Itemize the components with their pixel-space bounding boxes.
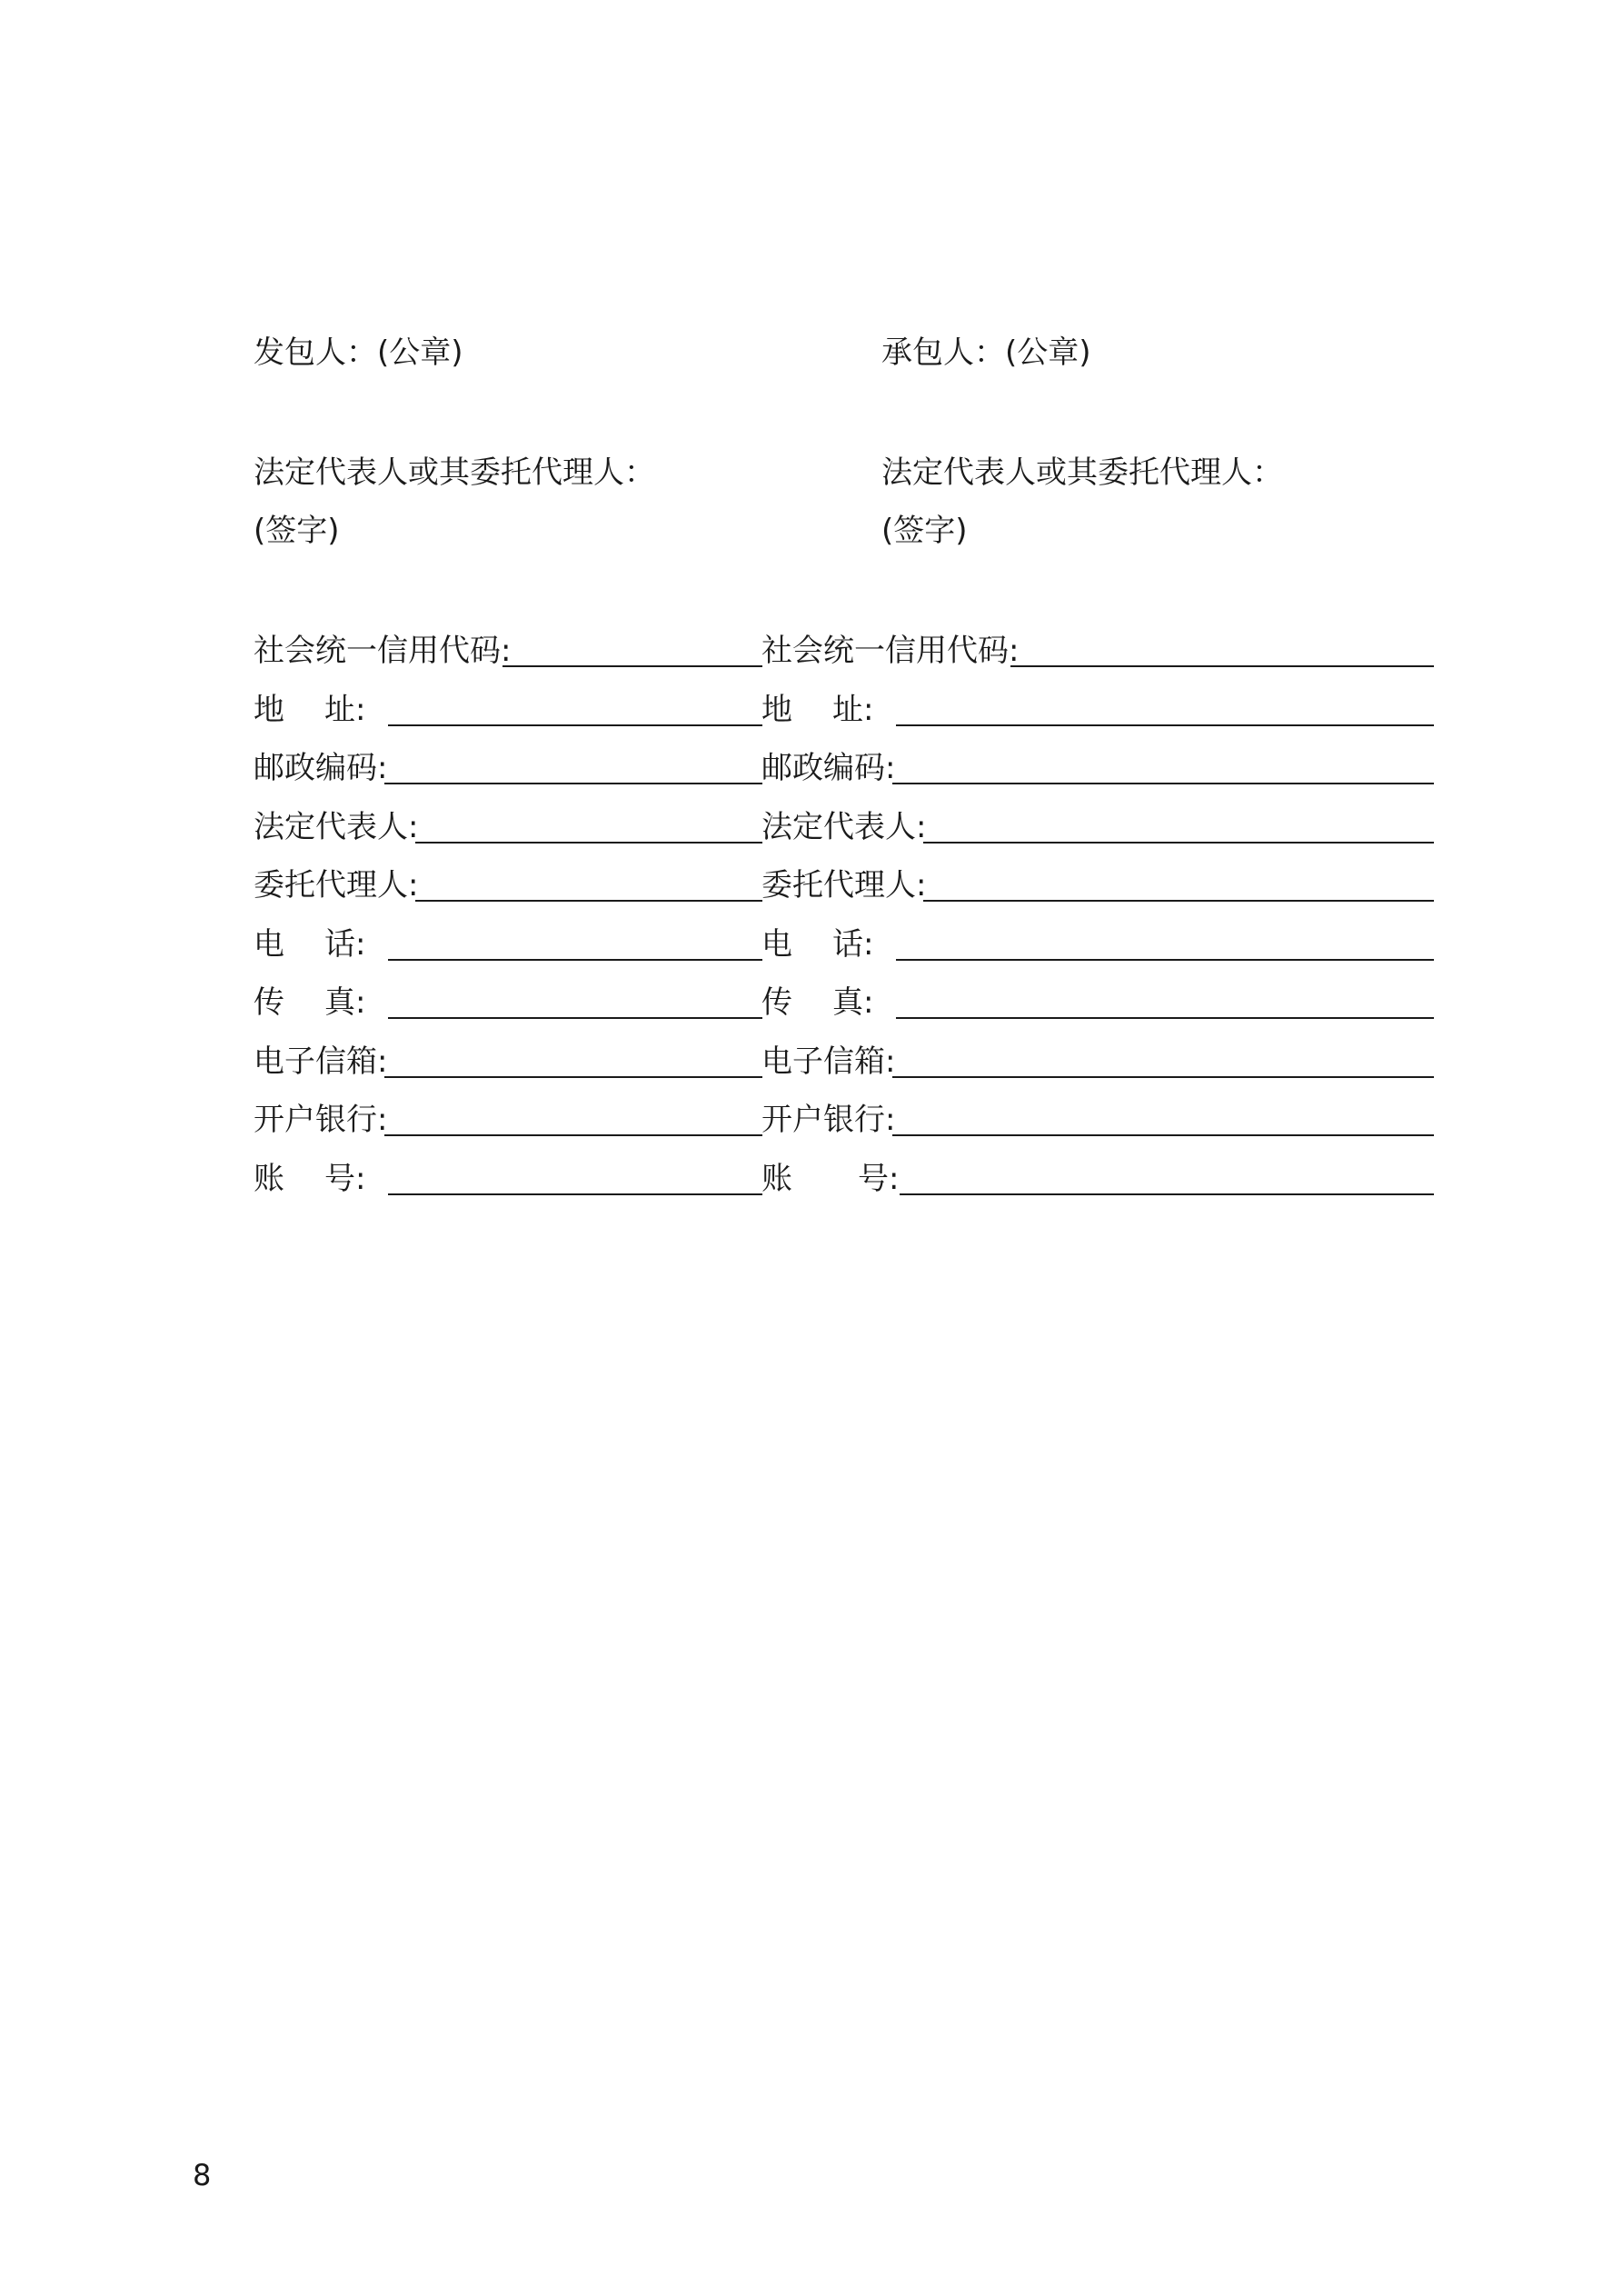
employer-email-row: 电子信箱 : — [254, 1042, 762, 1082]
contractor-address-field[interactable] — [896, 724, 1434, 726]
contractor-address-row: 地 址 : — [761, 690, 1434, 730]
contractor-account-row: 账 号 : — [761, 1159, 1434, 1199]
contractor-legal-rep-field[interactable] — [923, 842, 1434, 844]
employer-postal-code-row: 邮政编码 : — [254, 748, 762, 788]
employer-address-row: 地 址 : — [254, 690, 762, 730]
employer-agent-field[interactable] — [415, 900, 762, 902]
employer-email-field[interactable] — [384, 1076, 762, 1078]
employer-credit-code-field[interactable] — [503, 665, 762, 667]
credit-code-label: 社会统一信用代码 — [761, 633, 1009, 669]
contractor-postal-code-row: 邮政编码 : — [761, 748, 1434, 788]
contractor-credit-code-row: 社会统一信用代码 : — [761, 631, 1434, 671]
employer-legal-rep-field[interactable] — [415, 842, 762, 844]
employer-agent-row: 委托代理人 : — [254, 865, 762, 905]
credit-code-label: 社会统一信用代码 — [254, 633, 501, 669]
employer-postal-code-field[interactable] — [384, 783, 762, 784]
employer-phone-row: 电 话 : — [254, 924, 762, 964]
contractor-representative-label: 法定代表人或其委托代理人： — [881, 454, 1283, 491]
contractor-email-row: 电子信箱 : — [761, 1042, 1434, 1082]
employer-bank-row: 开户银行 : — [254, 1100, 762, 1140]
employer-representative-label: 法定代表人或其委托代理人： — [254, 454, 655, 491]
employer-account-field[interactable] — [388, 1193, 762, 1195]
contractor-agent-field[interactable] — [923, 900, 1434, 902]
employer-seal-label: 发包人：(公章) — [254, 334, 463, 371]
employer-phone-field[interactable] — [388, 959, 762, 961]
employer-fax-row: 传 真 : — [254, 983, 762, 1023]
contractor-fax-field[interactable] — [896, 1017, 1434, 1019]
page-number: 8 — [193, 2158, 212, 2192]
contractor-seal-label: 承包人：(公章) — [881, 334, 1091, 371]
employer-legal-rep-row: 法定代表人 : — [254, 807, 762, 847]
contractor-email-field[interactable] — [892, 1076, 1434, 1078]
contractor-phone-row: 电 话 : — [761, 924, 1434, 964]
contractor-credit-code-field[interactable] — [1010, 665, 1434, 667]
contractor-fax-row: 传 真 : — [761, 983, 1434, 1023]
employer-account-row: 账 号 : — [254, 1159, 762, 1199]
contractor-account-field[interactable] — [900, 1193, 1434, 1195]
contractor-phone-field[interactable] — [896, 959, 1434, 961]
employer-signature-label: (签字) — [254, 513, 340, 549]
contractor-bank-field[interactable] — [892, 1134, 1434, 1136]
contractor-signature-label: (签字) — [881, 513, 968, 549]
employer-credit-code-row: 社会统一信用代码 : — [254, 631, 762, 671]
contractor-postal-code-field[interactable] — [892, 783, 1434, 784]
employer-fax-field[interactable] — [388, 1017, 762, 1019]
contractor-legal-rep-row: 法定代表人 : — [761, 807, 1434, 847]
employer-address-field[interactable] — [388, 724, 762, 726]
employer-bank-field[interactable] — [384, 1134, 762, 1136]
contractor-agent-row: 委托代理人 : — [761, 865, 1434, 905]
contractor-bank-row: 开户银行 : — [761, 1100, 1434, 1140]
